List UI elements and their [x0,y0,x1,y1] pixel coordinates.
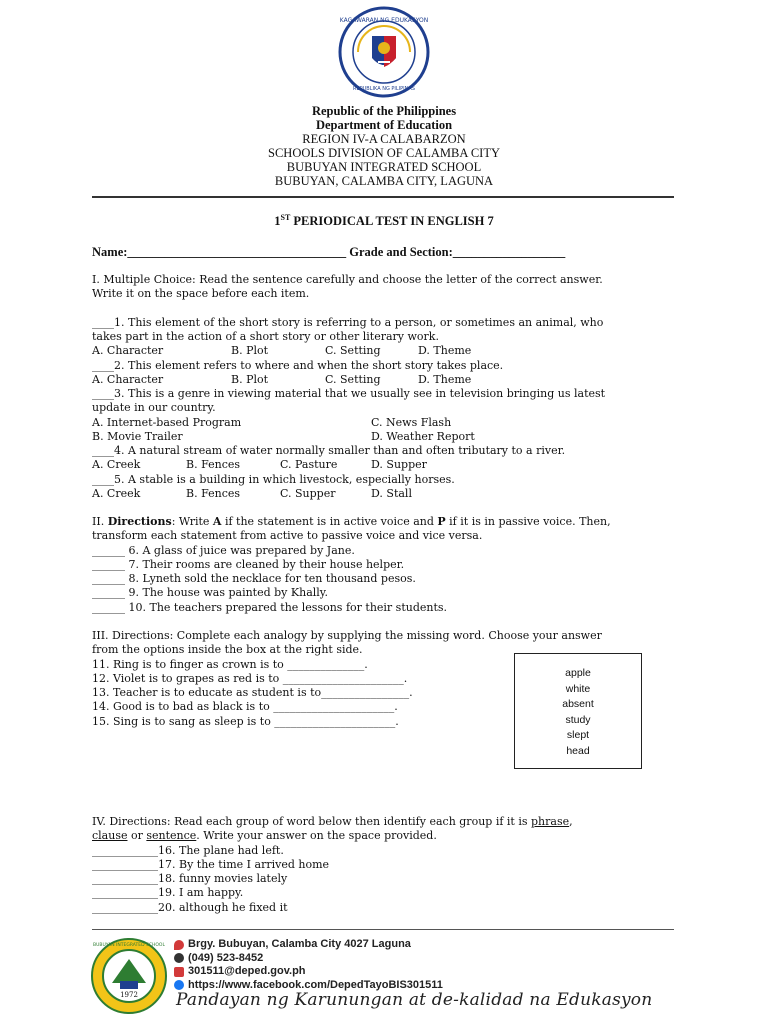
svg-text:REPUBLIKA NG PILIPINAS: REPUBLIKA NG PILIPINAS [353,86,415,92]
question-1-options: A. Character B. Plot C. Setting D. Theme [92,344,472,358]
question-6: ______ 6. A glass of juice was prepared by Jane. [92,543,355,557]
question-4-options: A. Creek B. Fences C. Pasture D. Supper [92,458,427,472]
part1-instruction: I. Multiple Choice: Read the sentence carefully and choose the letter of the correct answer. [92,273,603,286]
question-20: ____________20. although he fixed it [92,900,288,914]
question-3: ____3. This is a genre in viewing material that we usually see in television bringing us latest [92,387,606,400]
question-17: ____________17. By the time I arrived home [92,857,330,871]
location-pin-icon [174,940,184,950]
option-head: head [566,744,590,757]
grade-section-blank[interactable]: __________________ [452,245,566,259]
part3-instruction-2: from the options inside the box at the right side. [92,643,363,657]
question-9: ______ 9. The house was painted by Khally. [92,586,329,600]
question-2-options: A. Character B. Plot C. Setting D. Theme [92,372,472,386]
option-absent: absent [562,698,594,710]
svg-text:BUBUYAN INTEGRATED SCHOOL: BUBUYAN INTEGRATED SCHOOL [93,943,165,948]
email-row: 301511@deped.gov.ph [174,965,443,979]
svg-text:1972: 1972 [120,991,138,999]
question-7: ______ 7. Their rooms are cleaned by their house helper. [92,557,405,571]
option-white: white [565,682,591,695]
address-row: Brgy. Bubuyan, Calamba City 4027 Laguna [174,938,443,952]
school-header [0,104,768,188]
svg-text:KAGAWARAN NG EDUKASYON: KAGAWARAN NG EDUKASYON [339,17,429,24]
question-8: ______ 8. Lyneth sold the necklace for ten thousand pesos. [92,572,416,585]
question-3-options-b: B. Movie Trailer D. Weather Report [92,429,475,443]
option-apple: apple [565,667,591,679]
facebook-icon [174,980,184,990]
question-3-options-a: A. Internet-based Program C. News Flash [92,415,452,429]
option-slept: slept [566,729,590,741]
deped-seal-logo [338,6,430,98]
name-grade-line [92,241,565,260]
question-16: ____________16. The plane had left. [92,843,284,857]
part4-instruction: IV. Directions: Read each group of word below then identify each group if it is phrase, [92,815,573,828]
header-region: REGION IV-A CALABARZON [302,132,466,146]
answer-options-box [514,653,642,769]
header-republic: Republic of the Philippines [311,104,457,118]
question-14: 14. Good is to bad as black is to ______________________. [92,700,398,714]
header-department: Department of Education [315,118,453,132]
part4-instruction-2: clause or sentence. Write your answer on the space provided. [92,829,437,843]
header-school: BUBUYAN INTEGRATED SCHOOL [286,160,482,174]
part-2-active-passive [92,515,682,615]
footer-divider [92,929,674,930]
grade-section-label: Grade and Section: [346,245,453,259]
part2-instruction-2: transform each statement from active to passive voice and vice versa. [92,529,483,543]
facebook-row: https://www.facebook.com/DepedTayoBIS301511 [174,979,443,993]
question-1: ____1. This element of the short story is referring to a person, or sometimes an animal, who [92,315,604,329]
part-1-multiple-choice [92,273,682,501]
school-logo [90,937,168,1015]
question-12: 12. Violet is to grapes as red is to ______________________. [92,671,408,685]
email-icon [174,967,184,977]
school-motto: Pandayan ng Karunungan at de-kalidad na Edukasyon [176,990,653,1010]
question-5-options: A. Creek B. Fences C. Supper D. Stall [92,486,412,500]
name-blank[interactable]: ___________________________________ [127,245,347,259]
question-11: 11. Ring is to finger as crown is to ______________. [92,657,368,671]
question-13: 13. Teacher is to educate as student is to________________. [92,686,413,699]
part3-instruction: III. Directions: Complete each analogy by supplying the missing word. Choose your answer [92,629,602,642]
question-2: ____2. This element refers to where and when the short story takes place. [92,358,504,372]
header-address: BUBUYAN, CALAMBA CITY, LAGUNA [274,174,494,188]
header-divider [92,196,674,198]
question-10: ______ 10. The teachers prepared the lessons for their students. [92,600,448,614]
part-4-phrase-clause-sentence [92,815,682,915]
name-label: Name: [92,245,128,259]
question-1-cont: takes part in the action of a short story or other literary work. [92,330,439,343]
test-title: 1ST PERIODICAL TEST IN ENGLISH 7 [274,213,494,229]
phone-row: (049) 523-8452 [174,952,443,966]
question-18: ____________18. funny movies lately [92,872,288,885]
question-5: ____5. A stable is a building in which livestock, especially horses. [92,472,455,486]
phone-icon [174,953,184,963]
part2-instruction: II. Directions: Write A if the statement is in active voice and P if it is in passive voice. Then, [92,515,611,528]
question-15: 15. Sing is to sang as sleep is to ______________________. [92,714,399,728]
part1-instruction-2: Write it on the space before each item. [92,287,310,301]
question-3-cont: update in our country. [92,401,216,415]
header-division: SCHOOLS DIVISION OF CALAMBA CITY [268,146,500,160]
option-study: study [565,713,591,726]
school-contact-info [174,938,443,992]
question-4: ____4. A natural stream of water normally smaller than and often tributary to a river. [92,444,566,457]
question-19: ____________19. I am happy. [92,886,244,900]
